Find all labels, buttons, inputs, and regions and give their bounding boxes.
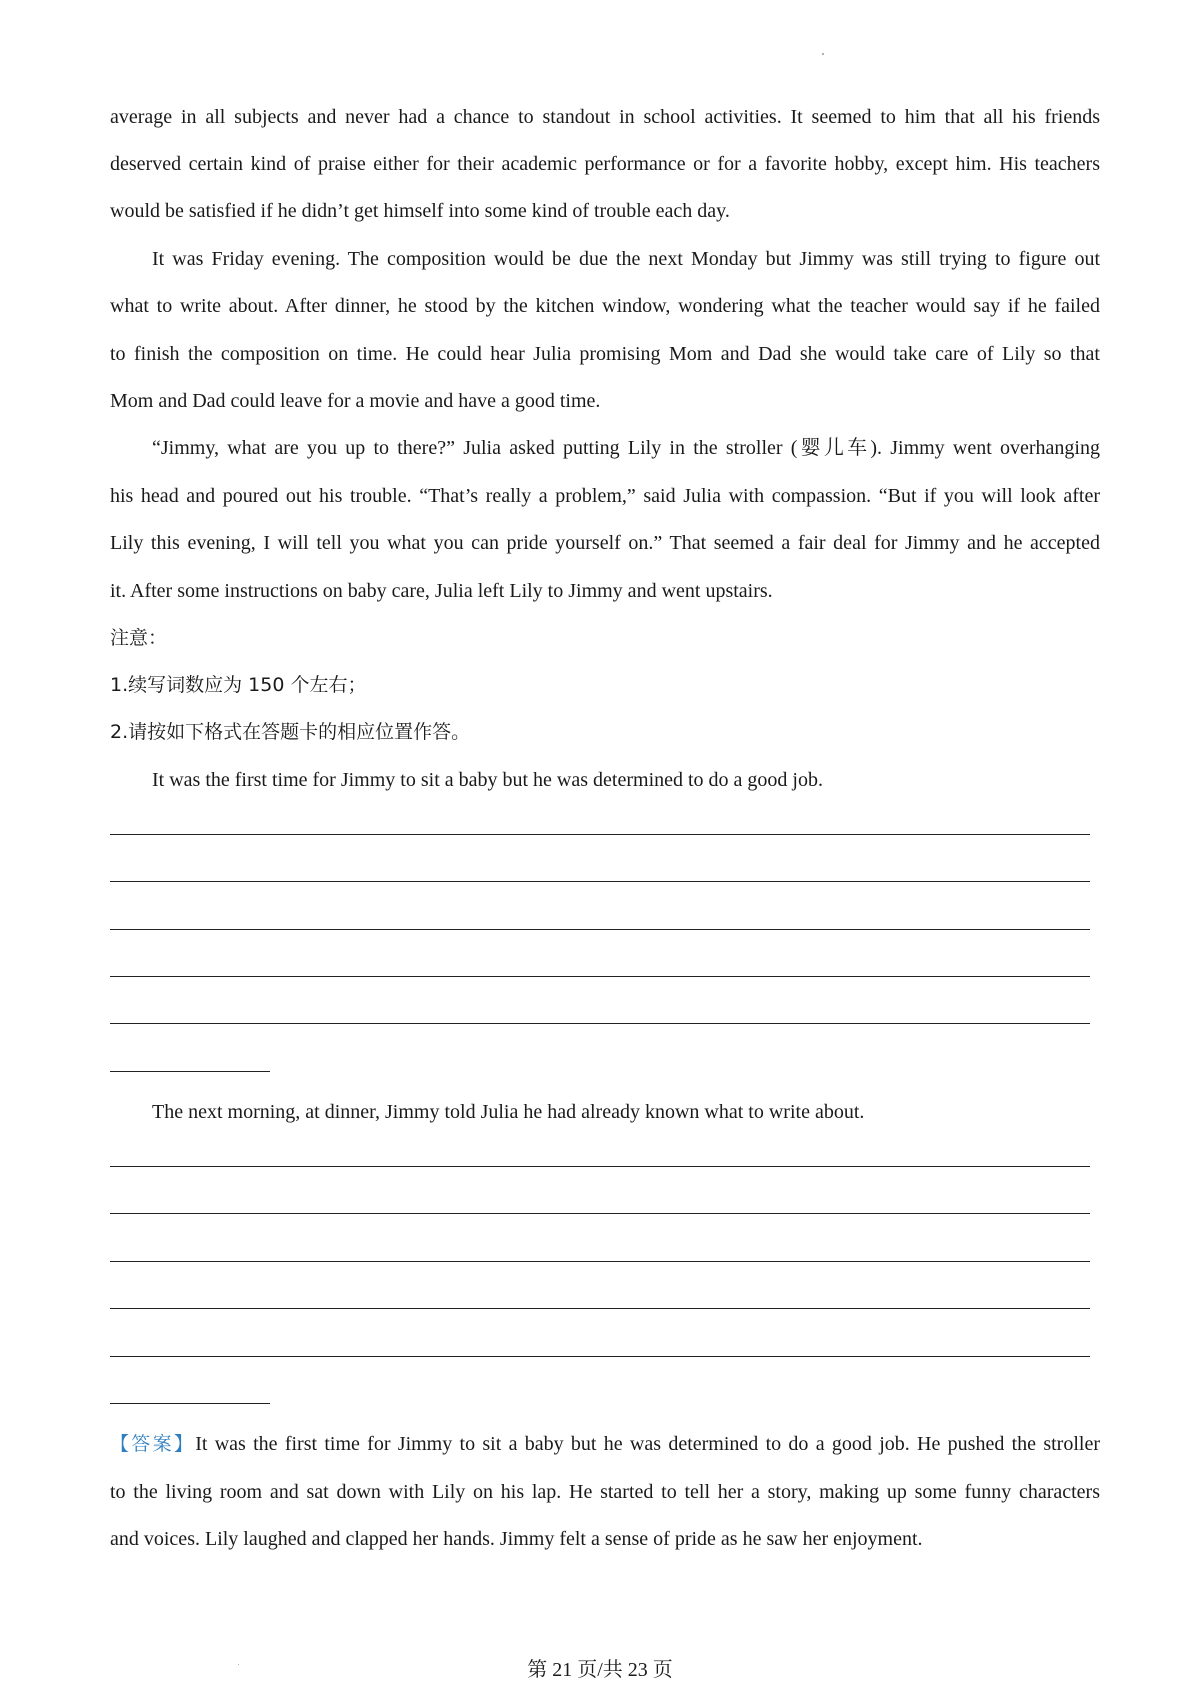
continuation-prompt-1: It was the first time for Jimmy to sit a baby but he was determined to do a good job. <box>152 769 823 791</box>
passage-line: it. After some instructions on baby care, Julia left Lily to Jimmy and went upstairs. <box>110 580 773 602</box>
answer-blank-line[interactable] <box>110 1261 1090 1262</box>
notes-item: 1.续写词数应为 150 个左右； <box>110 674 367 696</box>
answer-blank-line[interactable] <box>110 929 1090 930</box>
notes-item: 2.请按如下格式在答题卡的相应位置作答。 <box>110 721 471 743</box>
passage-line: what to write about. After dinner, he stood by the kitchen window, wondering what the teacher would say if he failed <box>110 295 1100 317</box>
continuation-prompt-2: The next morning, at dinner, Jimmy told Julia he had already known what to write about. <box>152 1101 865 1123</box>
passage-line: average in all subjects and never had a chance to standout in school activities. It seemed to him that all his friends <box>110 106 1100 128</box>
answer-blank-line[interactable] <box>110 1403 270 1404</box>
answer-blank-line[interactable] <box>110 976 1090 977</box>
passage-line: to finish the composition on time. He could hear Julia promising Mom and Dad she would take care of Lily so that <box>110 343 1100 365</box>
passage-line: Mom and Dad could leave for a movie and have a good time. <box>110 390 601 412</box>
answer-line: and voices. Lily laughed and clapped her hands. Jimmy felt a sense of pride as he saw her enjoyment. <box>110 1528 923 1550</box>
notes-title: 注意： <box>110 627 168 649</box>
passage-line: deserved certain kind of praise either for their academic performance or for a favorite hobby, except him. His teachers <box>110 153 1100 175</box>
answer-blank-line[interactable] <box>110 1166 1090 1167</box>
answer-text: It was the first time for Jimmy to sit a baby but he was determined to do a good job. He pushed the stroller <box>195 1433 1100 1455</box>
passage-line: “Jimmy, what are you up to there?” Julia asked putting Lily in the stroller (婴儿车). Jimmy went overhanging <box>152 437 1100 459</box>
answer-blank-line[interactable] <box>110 834 1090 835</box>
answer-line <box>110 1432 1100 1456</box>
answer-line: to the living room and sat down with Lily on his lap. He started to tell her a story, making up some funny characters <box>110 1481 1100 1503</box>
answer-blank-line[interactable] <box>110 1071 270 1072</box>
answer-blank-line[interactable] <box>110 881 1090 882</box>
answer-blank-line[interactable] <box>110 1356 1090 1357</box>
answer-blank-line[interactable] <box>110 1023 1090 1024</box>
answer-tag: 【答案】 <box>110 1433 196 1455</box>
passage-line: would be satisfied if he didn’t get himself into some kind of trouble each day. <box>110 200 730 222</box>
passage-line: Lily this evening, I will tell you what you can pride yourself on.” That seemed a fair deal for Jimmy and he accepted <box>110 532 1100 554</box>
scan-speck <box>822 53 824 55</box>
passage-line: his head and poured out his trouble. “That’s really a problem,” said Julia with compassion. “But if you will look after <box>110 485 1100 507</box>
passage-line: It was Friday evening. The composition would be due the next Monday but Jimmy was still trying to figure out <box>152 248 1100 270</box>
answer-blank-line[interactable] <box>110 1213 1090 1214</box>
answer-blank-line[interactable] <box>110 1308 1090 1309</box>
page-number: 第 21 页/共 23 页 <box>527 1659 673 1681</box>
